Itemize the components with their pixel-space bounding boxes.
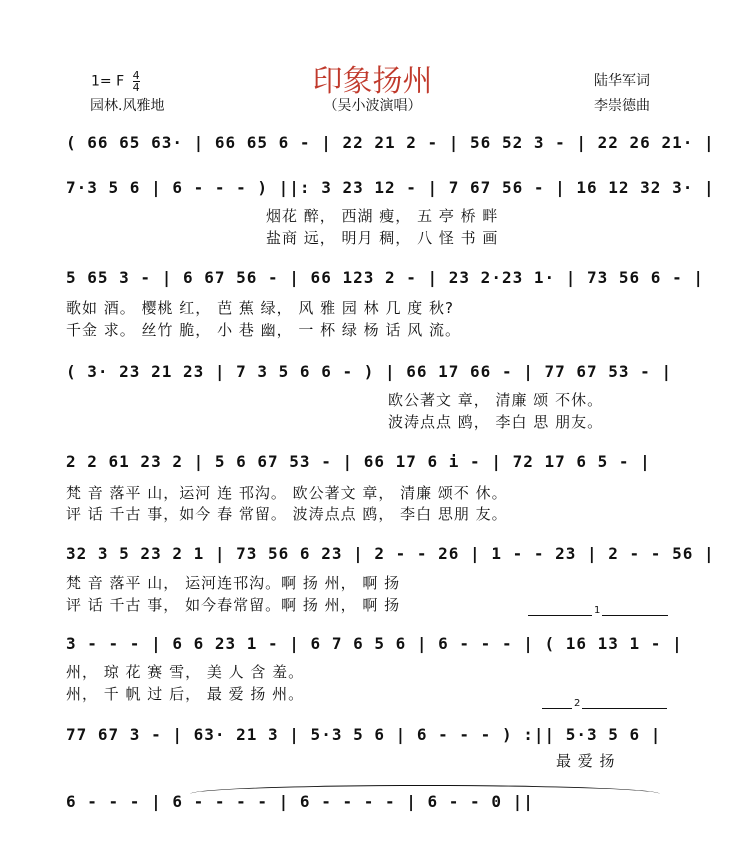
lyric-row-2-verse-2: 盐商 远， 明月 稠， 八 怪 书 画 — [266, 229, 499, 247]
time-bottom: 4 — [132, 81, 140, 94]
notation-row-6: 32 3 5 23 2 1 | 73 56 6 23 | 2 - - 26 | 1 - - 23 | 2 - - 56 | — [66, 544, 715, 563]
notation-row-5: 2 2 61 23 2 | 5 6 67 53 - | 66 17 6 i - | 72 17 6 5 - | — [66, 452, 651, 471]
notation-row-9: 6 - - - | 6 - - - - | 6 - - - - | 6 - - 0 || — [66, 792, 534, 811]
volta-number-2: 2 — [574, 698, 581, 709]
composer-label: 李崇德曲 — [594, 98, 650, 114]
lyricist-label: 陆华军词 — [594, 73, 650, 89]
time-signature — [133, 70, 140, 93]
singer-label: （吴小波演唱） — [323, 98, 422, 114]
lyric-row-5-verse-1: 梵 音 落平 山，运河 连 邗沟。 欧公著文 章， 清廉 颂不 休。 — [66, 484, 508, 502]
lyric-row-3-verse-1: 歌如 酒。 樱桃 红， 芭 蕉 绿， 风 雅 园 林 几 度 秋? — [66, 299, 454, 317]
volta-number-1: 1 — [594, 605, 601, 616]
key-label: 1= F — [91, 73, 125, 90]
volta-bracket-2 — [542, 698, 667, 723]
lyric-row-8-verse-1: 最 爱 扬 — [556, 752, 616, 770]
notation-row-2: 7·3 5 6 | 6 - - - ) ||: 3 23 12 - | 7 67 56 - | 16 12 32 3· | — [66, 178, 715, 197]
lyric-row-4-verse-2: 波涛点点 鸥， 李白 思 朋友。 — [388, 413, 604, 431]
notation-row-1: ( 66 65 63· | 66 65 6 - | 22 21 2 - | 56 52 3 - | 22 26 21· | — [66, 133, 715, 152]
lyric-row-7-verse-2: 州， 千 帆 过 后， 最 爱 扬 州。 — [66, 685, 305, 703]
lyric-row-6-verse-1: 梵 音 落平 山， 运河连邗沟。啊 扬 州， 啊 扬 — [66, 574, 401, 592]
lyric-row-2-verse-1: 烟花 醉， 西湖 瘦， 五 亭 桥 畔 — [266, 207, 499, 225]
lyric-row-3-verse-2: 千金 求。 丝竹 脆， 小 巷 幽， 一 杯 绿 杨 话 风 流。 — [66, 321, 461, 339]
lyric-row-7-verse-1: 州， 琼 花 赛 雪， 美 人 含 羞。 — [66, 663, 305, 681]
notation-row-3: 5 65 3 - | 6 67 56 - | 66 123 2 - | 23 2·23 1· | 73 56 6 - | — [66, 268, 704, 287]
notation-row-7: 3 - - - | 6 6 23 1 - | 6 7 6 5 6 | 6 - - - | ( 16 13 1 - | — [66, 634, 683, 653]
key-signature — [91, 70, 140, 93]
style-label: 园林.风雅地 — [90, 98, 165, 114]
page-title: 印象扬州 — [312, 64, 433, 99]
time-top: 4 — [132, 69, 140, 82]
lyric-row-5-verse-2: 评 话 千古 事，如今 春 常留。 波涛点点 鸥， 李白 思朋 友。 — [66, 505, 508, 523]
lyric-row-4-verse-1: 欧公著文 章， 清廉 颂 不休。 — [388, 391, 604, 409]
notation-row-8: 77 67 3 - | 63· 21 3 | 5·3 5 6 | 6 - - - ) :|| 5·3 5 6 | — [66, 725, 662, 744]
lyric-row-6-verse-2: 评 话 千古 事， 如今春常留。啊 扬 州， 啊 扬 — [66, 596, 401, 614]
volta-bracket-1 — [528, 605, 668, 630]
notation-row-4: ( 3· 23 21 23 | 7 3 5 6 6 - ) | 66 17 66 - | 77 67 53 - | — [66, 362, 673, 381]
